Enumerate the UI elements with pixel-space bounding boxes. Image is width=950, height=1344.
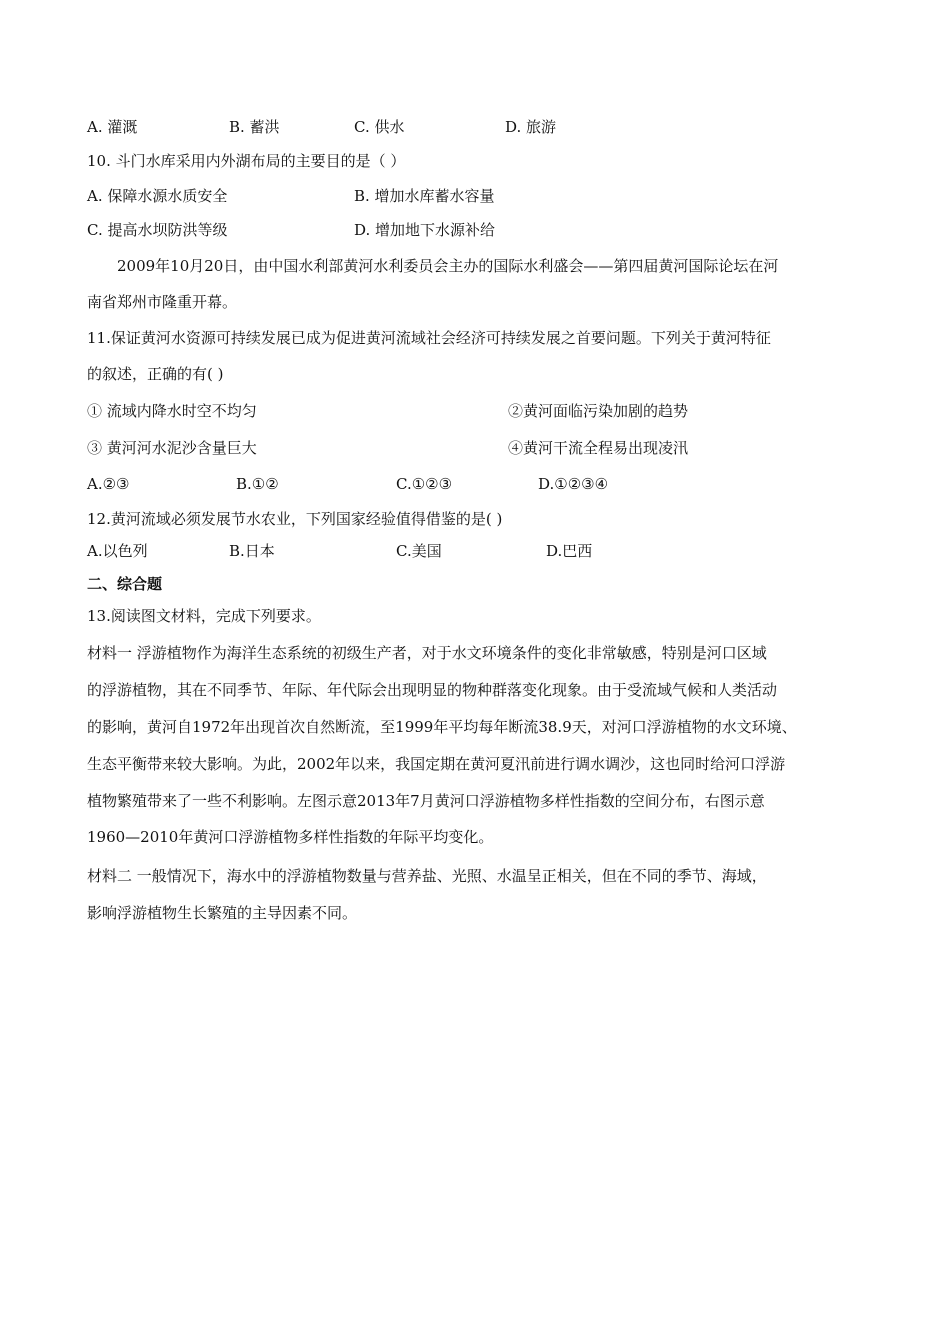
q10-option-b: B. 增加水库蓄水容量 bbox=[354, 187, 495, 205]
q9-option-b: B. 蓄洪 bbox=[229, 118, 280, 136]
material-1-line: 的浮游植物，其在不同季节、年际、年代际会出现明显的物种群落变化现象。由于受流域气候和人类活动 bbox=[87, 681, 778, 699]
material-2-line: 影响浮游植物生长繁殖的主导因素不同。 bbox=[87, 904, 358, 922]
material-1-line: 材料一 浮游植物作为海洋生态系统的初级生产者，对于水文环境条件的变化非常敏感，特别是河口区域 bbox=[87, 644, 767, 662]
q10-option-d: D. 增加地下水源补给 bbox=[354, 221, 496, 239]
passage-line-2: 南省郑州市隆重开幕。 bbox=[87, 293, 238, 311]
section-title-comprehensive: 二、综合题 bbox=[87, 575, 163, 593]
q10-stem: 10. 斗门水库采用内外湖布局的主要目的是（ ） bbox=[87, 152, 406, 170]
q12-option-d: D.巴西 bbox=[546, 542, 593, 560]
q11-stem-line-1: 11.保证黄河水资源可持续发展已成为促进黄河流域社会经济可持续发展之首要问题。下列关于黄河特征 bbox=[87, 329, 771, 347]
q10-option-a: A. 保障水源水质安全 bbox=[87, 187, 228, 205]
material-1-line: 1960—2010年黄河口浮游植物多样性指数的年际平均变化。 bbox=[87, 828, 494, 846]
q13-stem: 13.阅读图文材料，完成下列要求。 bbox=[87, 607, 321, 625]
passage-line-1: 2009年10月20日，由中国水利部黄河水利委员会主办的国际水利盛会——第四届黄河国际论坛在河 bbox=[117, 257, 779, 275]
q11-stem-line-2: 的叙述，正确的有( ) bbox=[87, 365, 224, 383]
q11-statement-4: ④黄河干流全程易出现凌汛 bbox=[508, 439, 689, 457]
q12-option-a: A.以色列 bbox=[87, 542, 148, 560]
material-1-line: 的影响，黄河自1972年出现首次自然断流，至1999年平均每年断流38.9天，对河口浮游植物的水文环境、 bbox=[87, 718, 797, 736]
q9-option-c: C. 供水 bbox=[354, 118, 405, 136]
q11-option-d: D.①②③④ bbox=[538, 475, 609, 493]
material-1-line: 生态平衡带来较大影响。为此，2002年以来，我国定期在黄河夏汛前进行调水调沙，这也同时给河口浮游 bbox=[87, 755, 786, 773]
q11-statement-2: ②黄河面临污染加剧的趋势 bbox=[508, 402, 689, 420]
q11-option-b: B.①② bbox=[236, 475, 279, 493]
material-2-line: 材料二 一般情况下，海水中的浮游植物数量与营养盐、光照、水温呈正相关，但在不同的季节、海域， bbox=[87, 867, 767, 885]
material-1-line: 植物繁殖带来了一些不利影响。左图示意2013年7月黄河口浮游植物多样性指数的空间分布，右图示意 bbox=[87, 792, 765, 810]
q11-statement-3: ③ 黄河河水泥沙含量巨大 bbox=[87, 439, 257, 457]
q11-statement-1: ① 流域内降水时空不均匀 bbox=[87, 402, 257, 420]
q12-option-c: C.美国 bbox=[396, 542, 442, 560]
q9-option-d: D. 旅游 bbox=[505, 118, 557, 136]
q11-option-c: C.①②③ bbox=[396, 475, 453, 493]
q9-option-a: A. 灌溉 bbox=[87, 118, 138, 136]
q12-option-b: B.日本 bbox=[229, 542, 275, 560]
q11-option-a: A.②③ bbox=[87, 475, 130, 493]
q10-option-c: C. 提高水坝防洪等级 bbox=[87, 221, 228, 239]
q12-stem: 12.黄河流域必须发展节水农业，下列国家经验值得借鉴的是( ) bbox=[87, 510, 503, 528]
